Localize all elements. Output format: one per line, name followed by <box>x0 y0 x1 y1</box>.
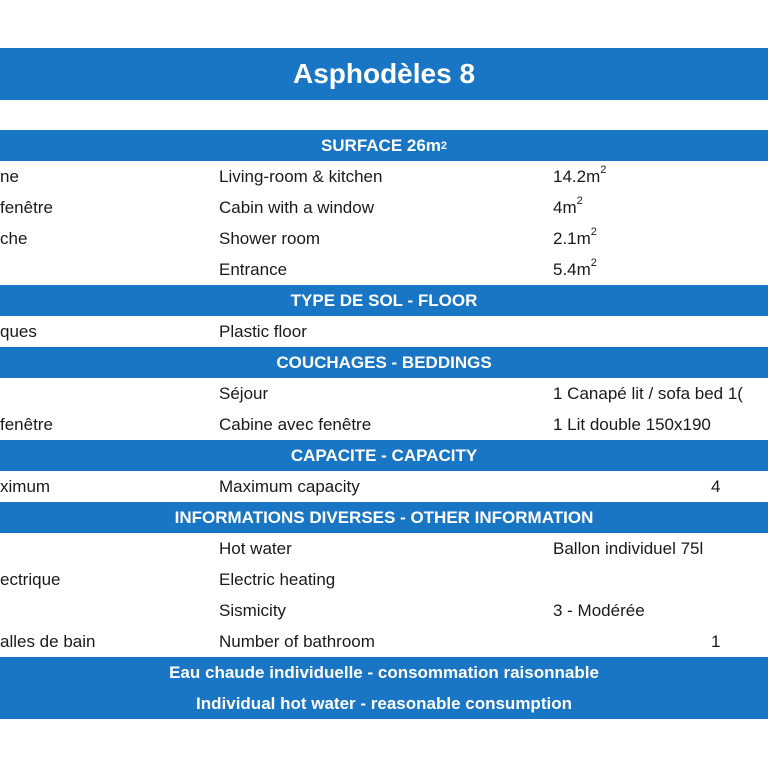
value: 5.4m <box>553 260 591 279</box>
info-table <box>0 130 768 719</box>
value-sup: 2 <box>590 226 597 238</box>
english-label: Shower room <box>219 229 321 248</box>
french-label-cell <box>0 595 210 626</box>
table-row <box>0 471 768 502</box>
french-label: alles de bain <box>0 632 96 651</box>
french-label: ximum <box>0 477 51 496</box>
value-cell <box>553 223 768 254</box>
value <box>553 316 768 347</box>
table-row <box>0 192 768 223</box>
table-row <box>0 626 768 657</box>
table-row <box>0 254 768 285</box>
french-label: fenêtre <box>0 198 53 217</box>
footer-line-english: Individual hot water - reasonable consumption <box>0 688 768 719</box>
value: 3 - Modérée <box>553 601 645 620</box>
page-title-bar <box>0 48 768 100</box>
section-header-surface-label: SURFACE 26m <box>320 135 441 155</box>
french-label-cell <box>0 533 210 564</box>
section-header-capacity: CAPACITE - CAPACITY <box>0 440 768 471</box>
french-label-cell <box>0 626 210 657</box>
table-row <box>0 409 768 440</box>
page-title: Asphodèles 8 <box>292 58 476 89</box>
footer-line-french: Eau chaude individuelle - consommation raisonnable <box>0 657 768 688</box>
value-sup: 2 <box>590 257 597 269</box>
french-label-cell <box>0 254 210 285</box>
english-label: Living-room & kitchen <box>219 167 383 186</box>
value: 1 Lit double 150x190 <box>553 415 711 434</box>
english-label: Plastic floor <box>219 322 307 341</box>
english-label: Entrance <box>219 260 288 279</box>
value: 1 Canapé lit / sofa bed 1( <box>553 384 743 403</box>
french-label: ques <box>0 322 37 341</box>
table-row <box>0 223 768 254</box>
english-label: Cabine avec fenêtre <box>219 415 372 434</box>
english-label: Cabin with a window <box>219 198 374 217</box>
value-cell <box>553 254 768 285</box>
english-label: Maximum capacity <box>219 477 360 496</box>
french-label-cell <box>0 409 210 440</box>
english-label: Hot water <box>219 539 292 558</box>
french-label: fenêtre <box>0 415 53 434</box>
value-cell <box>553 161 768 192</box>
french-label: che <box>0 229 28 248</box>
french-label-cell <box>0 471 210 502</box>
french-label-cell <box>0 564 210 595</box>
english-label: Sismicity <box>219 601 287 620</box>
value: 2.1m <box>553 229 591 248</box>
english-label: Séjour <box>219 384 269 403</box>
value-cell <box>553 192 768 223</box>
value: 4 <box>711 477 721 496</box>
french-label: ectrique <box>0 570 61 589</box>
french-label: ne <box>0 167 19 186</box>
value <box>553 564 768 595</box>
french-label-cell <box>0 223 210 254</box>
table-row <box>0 533 768 564</box>
french-label-cell <box>0 378 210 409</box>
section-header-beddings: COUCHAGES - BEDDINGS <box>0 347 768 378</box>
french-label-cell <box>0 316 210 347</box>
value: 4m <box>553 198 577 217</box>
english-label: Number of bathroom <box>219 632 375 651</box>
value: Ballon individuel 75l <box>553 539 704 558</box>
value: 14.2m <box>553 167 601 186</box>
section-header-surface: SURFACE 26m 2 <box>0 130 768 161</box>
table-row <box>0 161 768 192</box>
section-header-floor: TYPE DE SOL - FLOOR <box>0 285 768 316</box>
value: 1 <box>711 632 721 651</box>
table-row <box>0 595 768 626</box>
section-header-other-information: INFORMATIONS DIVERSES - OTHER INFORMATION <box>0 502 768 533</box>
french-label-cell <box>0 161 210 192</box>
value-sup: 2 <box>576 195 583 207</box>
table-row <box>0 564 768 595</box>
table-row <box>0 316 768 347</box>
table-row <box>0 378 768 409</box>
value-sup: 2 <box>600 164 607 176</box>
french-label-cell <box>0 192 210 223</box>
english-label: Electric heating <box>219 570 336 589</box>
